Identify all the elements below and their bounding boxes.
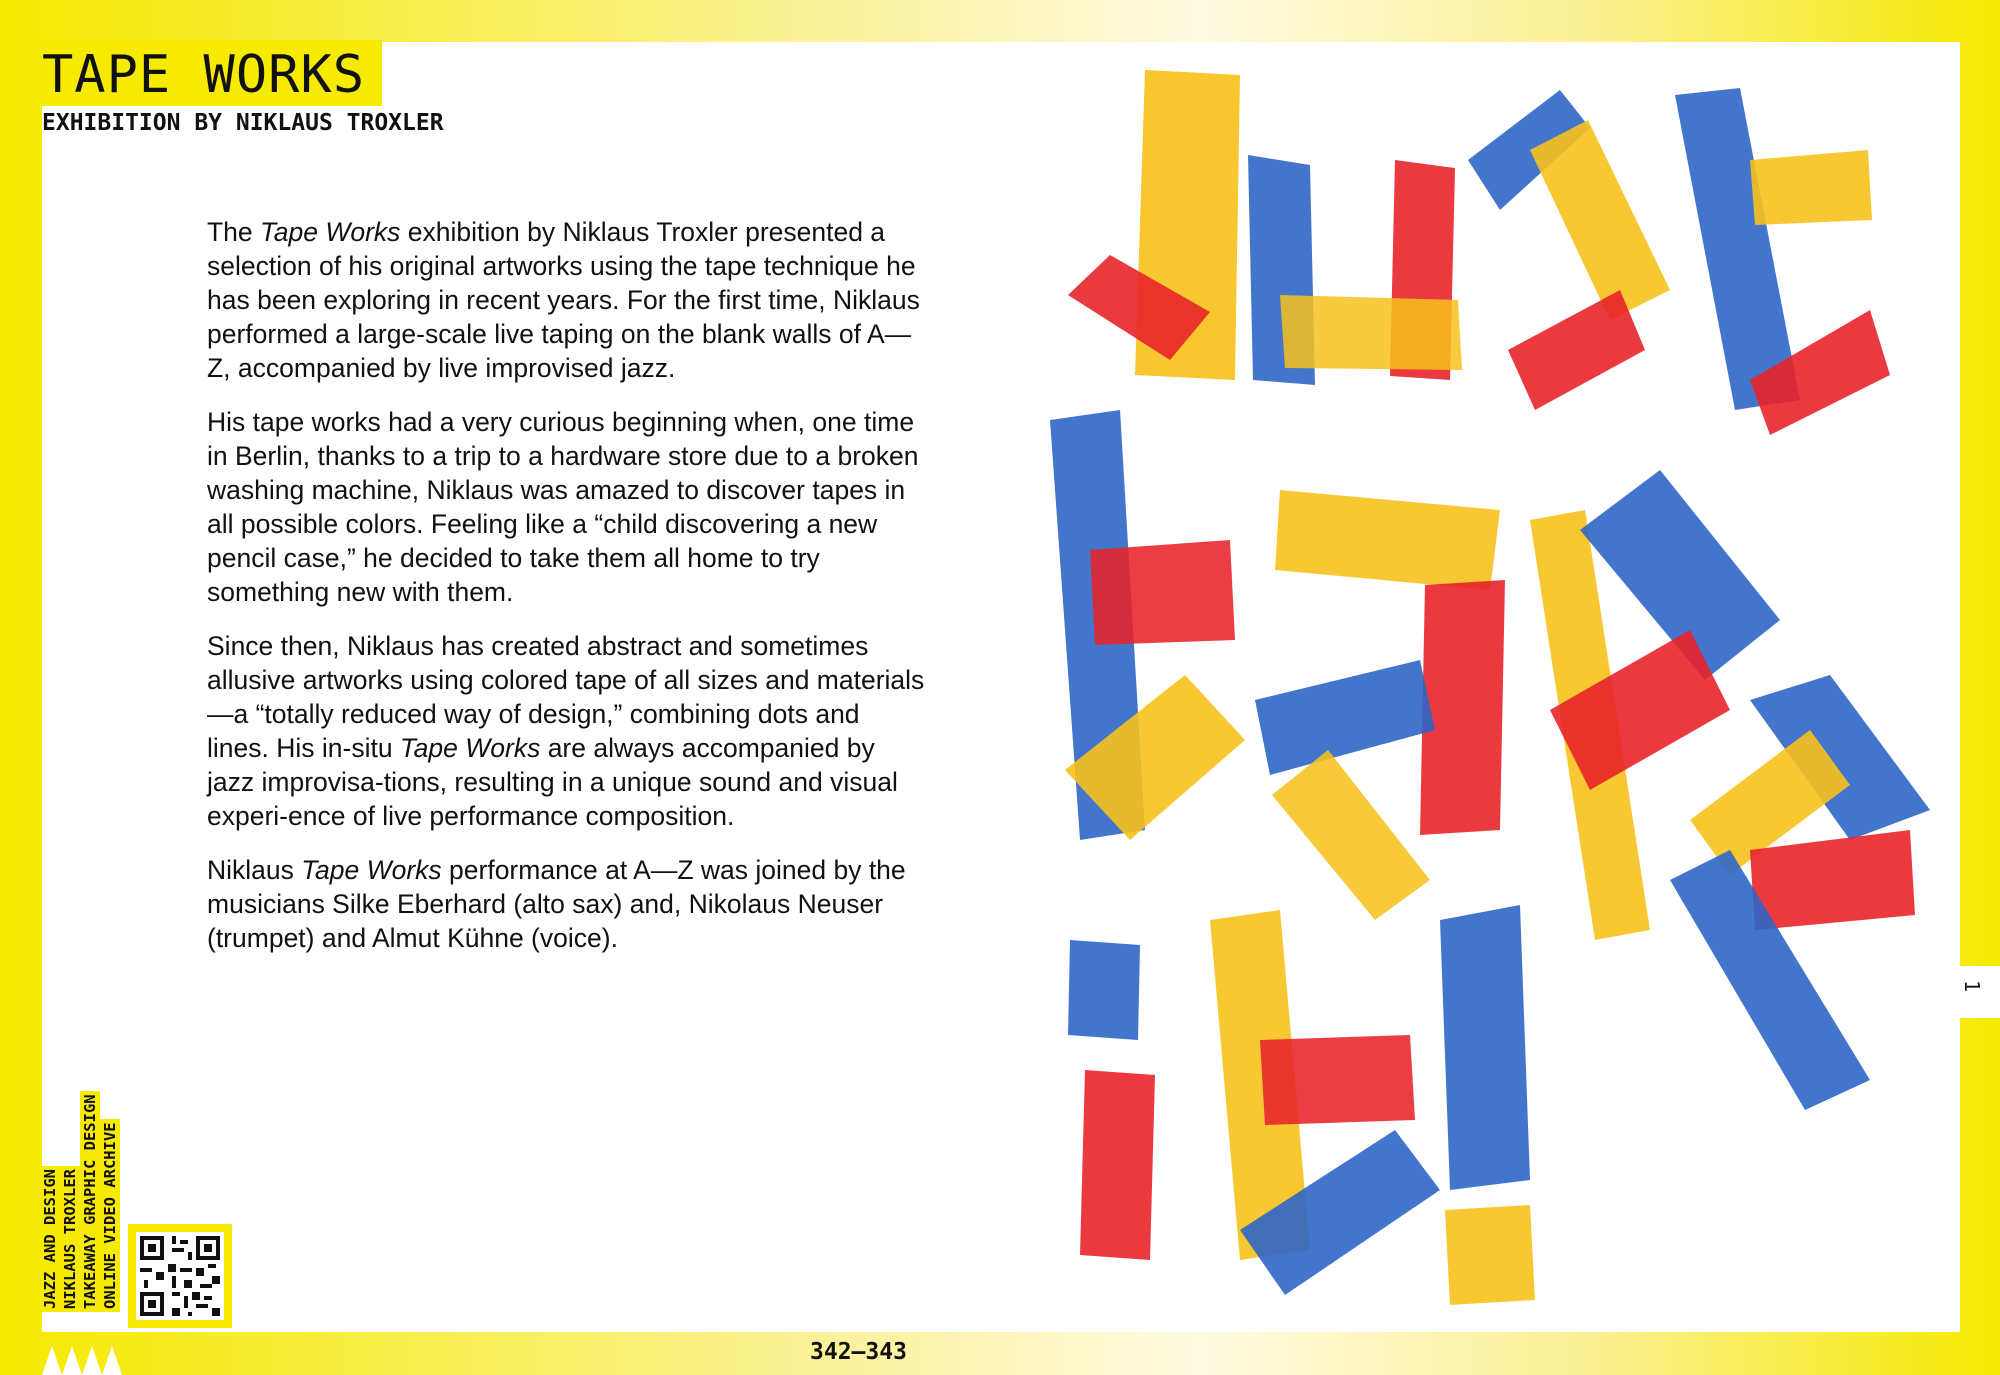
article-body [207,215,927,975]
qr-code-icon [136,1232,224,1320]
archive-label-1: JAZZ AND DESIGN [40,1166,60,1312]
tape-red [1260,1035,1415,1125]
p3-text-start: Since then, Niklaus has created abstract and sometimes allusive artworks using colored tape of all sizes and materials—a “totally reduced way of design,” combining dots and lines. His in-situ [207,631,925,763]
page-edge-marker [1960,966,2000,1018]
tape-red [1420,580,1505,835]
tape-red [1080,1070,1155,1260]
page-title: TAPE WORKS [42,45,366,105]
tape-yellow [1280,295,1462,370]
tape-blue [1675,88,1800,410]
paragraph-1 [207,215,927,385]
archive-crown-decoration [42,1346,122,1375]
paragraph-2: His tape works had a very curious beginning when, one time in Berlin, thanks to a trip to a hardware store due to a broken washing machine, Niklaus was amazed to discover tapes in all possible colors. Feeling like a “child discovering a new pencil case,” he decided to take them all home to try something new with them. [207,407,919,607]
tape-blue [1255,660,1435,775]
tape-red [1090,540,1235,645]
tape-blue [1068,940,1140,1040]
tape-yellow [1750,150,1872,225]
qr-code[interactable] [128,1224,232,1328]
p4-text-end: performance at A—Z was joined by the musicians Silke Eberhard (alto sax) and, Nikolaus Neuser (trumpet) and Almut Kühne (voice). [207,855,906,953]
p1-italic-title: Tape Works [260,217,401,247]
page-number: 342–343 [810,1339,907,1365]
edge-marker-label: 1 [1960,979,1985,993]
p3-italic-title: Tape Works [399,733,541,763]
p3-text-end: are always accompanied by jazz improvisa-tions, resulting in a unique sound and visual experi-ence of live performance composition. [207,733,898,831]
tape-yellow [1530,120,1670,320]
p4-text-start: Niklaus [207,855,302,885]
tape-artwork-image [1010,50,1950,1310]
page-subtitle: EXHIBITION BY NIKLAUS TROXLER [42,110,444,136]
archive-label-3: TAKEAWAY GRAPHIC DESIGN [80,1091,100,1312]
archive-label-4: ONLINE VIDEO ARCHIVE [100,1119,120,1312]
paragraph-4 [207,853,927,955]
tape-red [1750,830,1915,930]
tape-blue [1440,905,1530,1190]
tape-red [1508,290,1645,410]
p4-italic-title: Tape Works [301,855,442,885]
archive-label-stack [40,1094,130,1309]
p1-text-end: exhibition by Niklaus Troxler presented a selection of his original artworks using the tape technique he has been exploring in recent years. For the first time, Niklaus performed a large-scale live taping on the blank walls of A—Z, accompanied by live improvised jazz. [207,217,920,383]
tape-yellow [1275,490,1500,590]
paragraph-3 [207,629,927,833]
p1-text-start: The [207,217,261,247]
tape-yellow [1445,1205,1535,1305]
tape-yellow [1272,750,1430,920]
archive-label-2: NIKLAUS TROXLER [60,1166,80,1312]
